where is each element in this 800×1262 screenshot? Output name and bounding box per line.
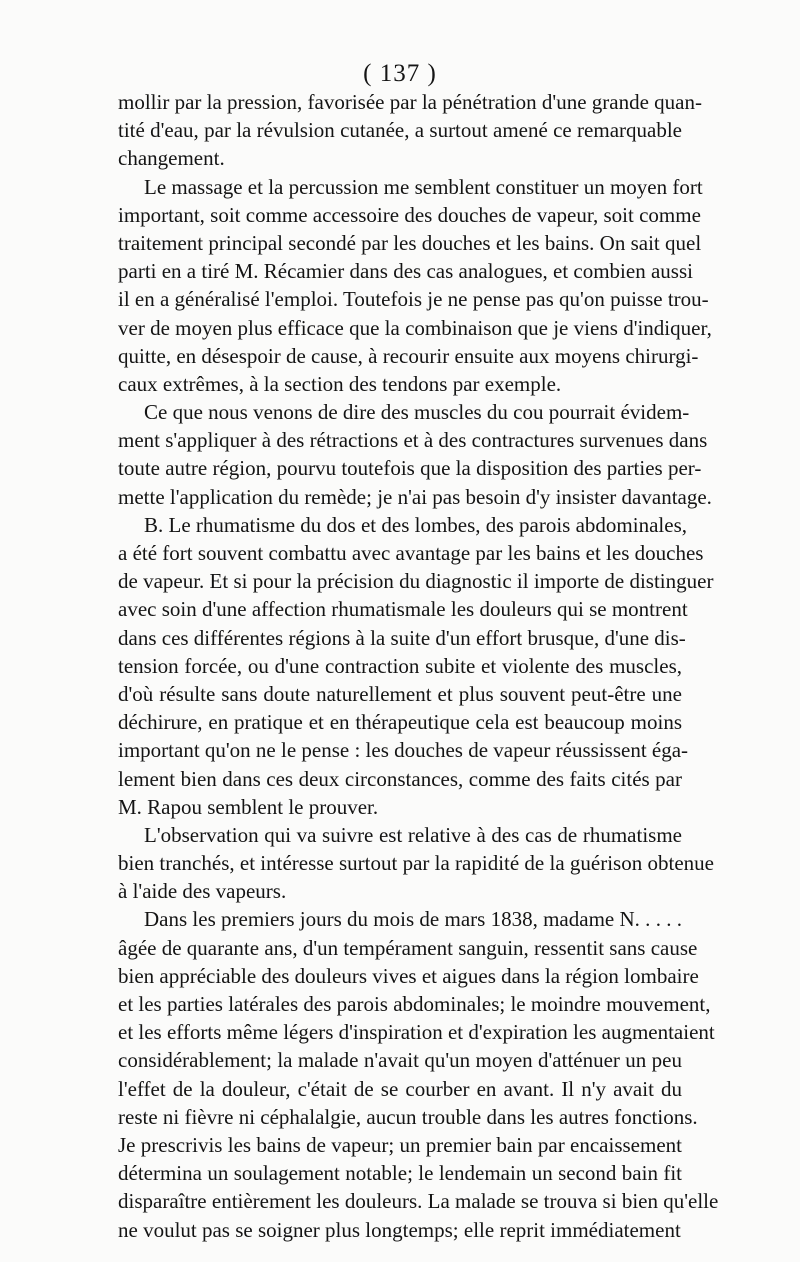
text-line: ne voulut pas se soigner plus longtemps; elle reprit immédiatement [118,1217,681,1242]
text-line: disparaître entièrement les douleurs. La malade se trouva si bien qu'elle [118,1189,719,1214]
text-line: de vapeur. Et si pour la précision du diagnostic il importe de distinguer [118,569,714,594]
text-line: mollir par la pression, favorisée par la pénétration d'une grande quan- [118,90,702,114]
text-line: toute autre région, pourvu toutefois que la disposition des parties per- [118,456,702,481]
text-line: ver de moyen plus efficace que la combinaison que je viens d'indiquer, [118,315,712,340]
text-line: et les parties latérales des parois abdominales; le moindre mouvement, [118,992,711,1016]
paragraph [118,821,714,906]
text-line: considérablement; la malade n'avait qu'un moyen d'atténuer un peu [118,1048,682,1073]
text-line: détermina un soulagement notable; le lendemain un second bain fit [118,1161,682,1186]
text-line: à l'aide des vapeurs. [118,879,287,904]
text-line: mette l'application du remède; je n'ai pas besoin d'y insister davantage. [118,484,712,509]
text-line: L'observation qui va suivre est relative à des cas de rhumatisme [144,822,682,847]
text-line: B. Le rhumatisme du dos et des lombes, des parois abdominales, [144,512,687,537]
paragraph [118,398,712,511]
text-line: ment s'appliquer à des rétractions et à des contractures survenues dans [118,428,708,453]
page-number: ( 137 ) [363,60,437,87]
text-line: changement. [118,146,225,171]
text-line: lement bien dans ces deux circonstances, comme des faits cités par [118,766,682,791]
text-line: quitte, en désespoir de cause, à recourir ensuite aux moyens chirurgi- [118,343,699,368]
text-line: Dans les premiers jours du mois de mars 1838, madame N. . . . . [144,907,682,932]
text-line: tité d'eau, par la révulsion cutanée, a surtout amené ce remarquable [118,118,682,143]
body-text [118,88,719,1244]
paragraph [118,511,714,821]
text-line: important, soit comme accessoire des douches de vapeur, soit comme [118,202,701,227]
text-line: et les efforts même légers d'inspiration et d'expiration les augmentaient [118,1020,715,1045]
text-line: déchirure, en pratique et en thérapeutique cela est beaucoup moins [118,710,682,735]
paragraph [118,173,712,399]
text-line: dans ces différentes régions à la suite d'un effort brusque, d'une dis- [118,625,686,650]
text-line: bien tranchés, et intéresse surtout par la rapidité de la guérison obtenue [118,851,714,876]
text-line: reste ni fièvre ni céphalalgie, aucun trouble dans les autres fonctions. [118,1104,698,1129]
paragraph [118,905,719,1243]
text-line: Le massage et la percussion me semblent constituer un moyen fort [144,174,703,199]
text-line: parti en a tiré M. Récamier dans des cas analogues, et combien aussi [118,259,693,284]
text-line: tension forcée, ou d'une contraction subite et violente des muscles, [118,653,682,678]
text-line: important qu'on ne le pense : les douches de vapeur réussissent éga- [118,738,689,763]
text-line: avec soin d'une affection rhumatismale les douleurs qui se montrent [118,597,688,622]
text-line: caux extrêmes, à la section des tendons par exemple. [118,371,562,396]
text-line: traitement principal secondé par les douches et les bains. On sait quel [118,230,702,255]
text-line: Je prescrivis les bains de vapeur; un premier bain par encaissement [118,1132,682,1157]
paragraph [118,88,702,173]
text-line: l'effet de la douleur, c'était de se courber en avant. Il n'y avait du [118,1076,682,1101]
text-line: M. Rapou semblent le prouver. [118,794,379,819]
text-line: d'où résulte sans doute naturellement et plus souvent peut-être une [118,681,682,706]
text-line: a été fort souvent combattu avec avantage par les bains et les douches [118,541,704,565]
text-line: bien appréciable des douleurs vives et aigues dans la région lombaire [118,963,699,988]
text-line: âgée de quarante ans, d'un tempérament sanguin, ressentit sans cause [118,935,698,960]
text-line: Ce que nous venons de dire des muscles du cou pourrait évidem- [144,400,690,425]
text-line: il en a généralisé l'emploi. Toutefois je ne pense pas qu'on puisse trou- [118,287,709,312]
